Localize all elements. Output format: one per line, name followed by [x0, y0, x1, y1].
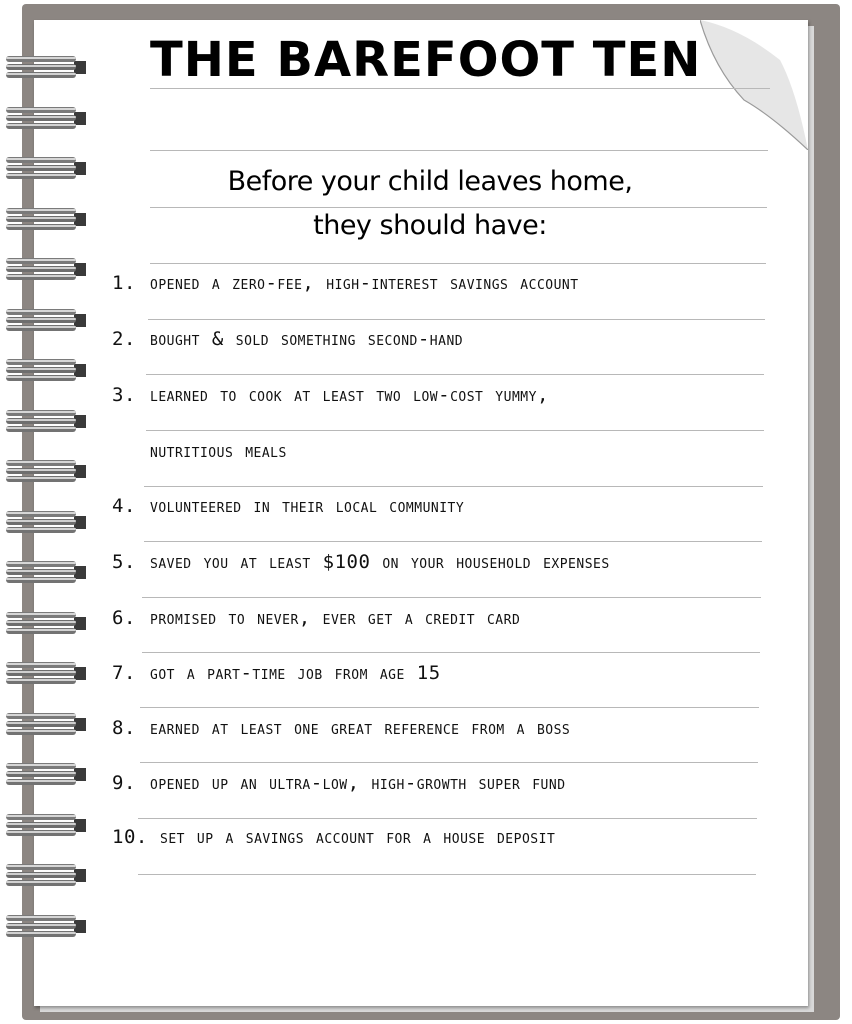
- list-item-number: 4.: [112, 495, 136, 517]
- spiral-ring-icon: [4, 911, 88, 941]
- ruled-line: [150, 150, 768, 151]
- list-item-text: saved you at least $100 on your household expenses: [150, 551, 610, 573]
- ruled-line: [144, 541, 762, 542]
- ruled-line: [144, 486, 763, 487]
- spiral-ring-icon: [4, 456, 88, 486]
- ruled-line: [138, 818, 757, 819]
- subtitle-line-1: Before your child leaves home,: [227, 166, 633, 197]
- spiral-ring-icon: [4, 355, 88, 385]
- list-item-text: bought & sold something second-hand: [150, 328, 464, 350]
- list-item: [112, 772, 566, 794]
- spiral-ring-icon: [4, 103, 88, 133]
- ruled-line: [138, 874, 756, 875]
- list-item: [112, 495, 464, 517]
- spiral-ring-icon: [4, 860, 88, 890]
- list-item-number: 1.: [112, 272, 136, 294]
- list-item-number: 8.: [112, 717, 136, 739]
- spiral-ring-icon: [4, 305, 88, 335]
- list-item-number: 9.: [112, 772, 136, 794]
- ruled-line: [142, 597, 761, 598]
- ruled-line: [146, 374, 764, 375]
- list-item: [112, 607, 520, 629]
- list-item-number: 5.: [112, 551, 136, 573]
- ruled-line: [150, 88, 770, 89]
- list-item: [112, 662, 441, 684]
- list-item: [112, 826, 555, 848]
- spiral-ring-icon: [4, 557, 88, 587]
- list-item: [112, 384, 549, 406]
- list-item-number: 10.: [112, 826, 148, 848]
- ruled-line: [140, 707, 759, 708]
- list-item-text: got a part-time job from age 15: [150, 662, 441, 684]
- subtitle-line-2: they should have:: [313, 210, 547, 241]
- list-item: [112, 328, 463, 350]
- list-item-number: 6.: [112, 607, 136, 629]
- list-item: [112, 717, 570, 739]
- list-item: [112, 272, 579, 294]
- list-item: [112, 551, 610, 573]
- subtitle: [140, 160, 720, 248]
- spiral-ring-icon: [4, 709, 88, 739]
- page-curl-icon: [700, 20, 808, 150]
- spiral-ring-icon: [4, 658, 88, 688]
- ruled-line: [142, 652, 760, 653]
- spiral-ring-icon: [4, 406, 88, 436]
- list-item-text: opened a zero-fee, high-interest savings account: [150, 272, 579, 294]
- ruled-line: [146, 430, 764, 431]
- list-item-text: opened up an ultra-low, high-growth super fund: [150, 772, 566, 794]
- spiral-ring-icon: [4, 153, 88, 183]
- list-item-continuation: nutritious meals: [150, 440, 287, 462]
- list-item-number: 3.: [112, 384, 136, 406]
- list-item-text: set up a savings account for a house deposit: [160, 826, 556, 848]
- ruled-line: [148, 319, 765, 320]
- spiral-ring-icon: [4, 810, 88, 840]
- ruled-line: [140, 762, 758, 763]
- spiral-ring-icon: [4, 204, 88, 234]
- list-item-text: volunteered in their local community: [150, 495, 465, 517]
- list-item-text: promised to never, ever get a credit card: [150, 607, 521, 629]
- spiral-ring-icon: [4, 608, 88, 638]
- spiral-ring-icon: [4, 759, 88, 789]
- spiral-ring-icon: [4, 254, 88, 284]
- list-item-text: learned to cook at least two low-cost yummy,: [150, 384, 549, 406]
- spiral-ring-icon: [4, 52, 88, 82]
- list-item-number: 7.: [112, 662, 136, 684]
- spiral-ring-icon: [4, 507, 88, 537]
- ruled-line: [150, 263, 766, 264]
- page-title: THE BAREFOOT TEN: [150, 32, 702, 88]
- list-item-number: 2.: [112, 328, 136, 350]
- list-item-text: earned at least one great reference from a boss: [150, 717, 571, 739]
